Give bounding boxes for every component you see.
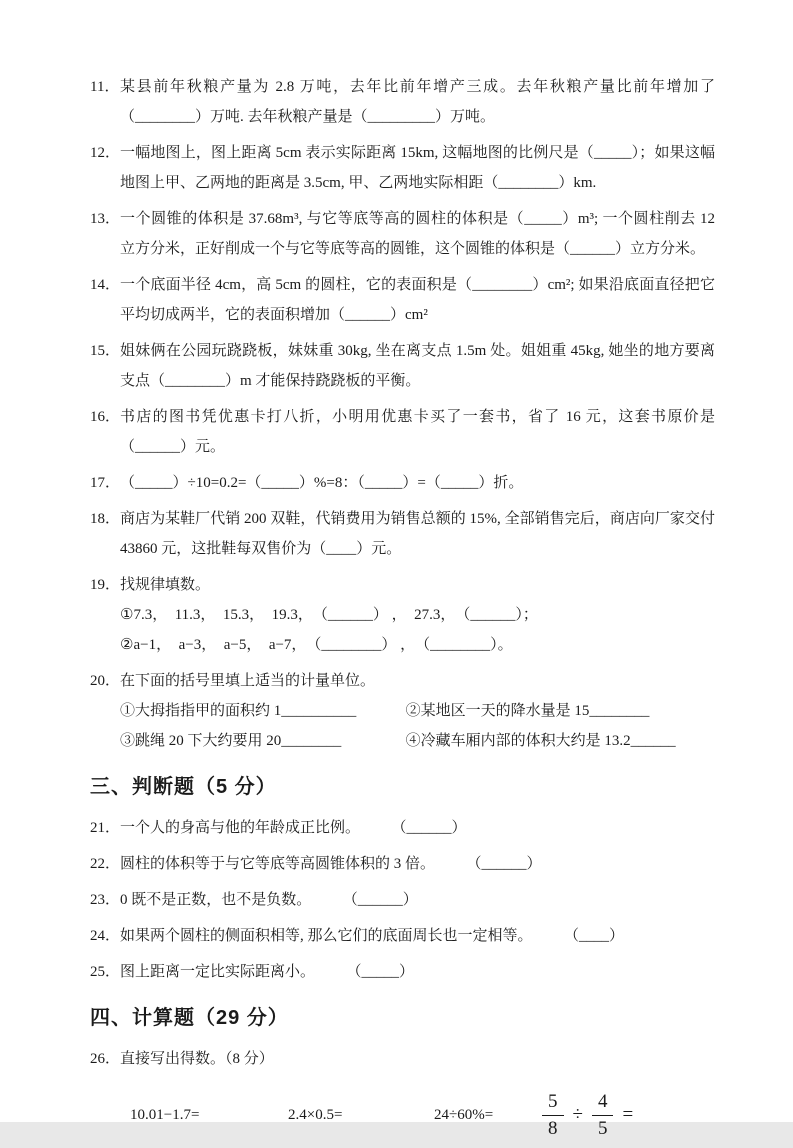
question-text: 一幅地图上，图上距离 5cm 表示实际距离 15km, 这幅地图的比例尺是（_____）；如果这幅地图上甲、乙两地的距离是 3.5cm, 甲、乙两地实际相距（________）km. xyxy=(120,145,715,191)
fraction-1-numerator: 5 xyxy=(542,1091,564,1116)
question-17 xyxy=(90,468,715,498)
question-text: 商店为某鞋厂代销 200 双鞋，代销费用为销售总额的 15%, 全部销售完后，商店向厂家交付 43860 元，这批鞋每双售价为（____）元。 xyxy=(120,511,715,557)
question-number: 12． xyxy=(90,145,121,161)
question-18 xyxy=(90,504,715,564)
question-number: 16． xyxy=(90,409,121,425)
question-number: 17． xyxy=(90,475,121,491)
sequence-line-2: ②a−1， a−3， a−5， a−7， （________） ， （________）。 xyxy=(120,637,513,653)
question-text: 圆柱的体积等于与它等底等高圆锥体积的 3 倍。 xyxy=(120,856,436,872)
question-text: 姐妹俩在公园玩跷跷板，妹妹重 30kg, 坐在离支点 1.5m 处。姐姐重 45kg, 她坐的地方要离支点（________）m 才能保持跷跷板的平衡。 xyxy=(120,343,715,389)
answer-blank: （______） xyxy=(399,820,467,836)
question-number: 18． xyxy=(90,511,121,527)
fraction-2-numerator: 4 xyxy=(592,1091,614,1116)
question-text: 一个圆锥的体积是 37.68m³, 与它等底等高的圆柱的体积是（_____）m³; 一个圆柱削去 12 立方分米，正好削成一个与它等底等高的圆锥，这个圆锥的体积是（______）立方分米。 xyxy=(120,211,715,257)
answer-blank: （______） xyxy=(350,892,418,908)
fraction-2 xyxy=(592,1091,614,1140)
question-text: 找规律填数。 xyxy=(120,577,211,593)
question-16 xyxy=(90,402,715,462)
question-number: 20． xyxy=(90,673,121,689)
unit-row-2 xyxy=(120,726,715,756)
fraction-1-denominator: 8 xyxy=(548,1117,558,1139)
question-23 xyxy=(90,885,715,915)
question-26 xyxy=(90,1044,715,1148)
question-text: 一个底面半径 4cm，高 5cm 的圆柱，它的表面积是（________）cm²; 如果沿底面直径把它平均切成两半，它的表面积增加（______）cm² xyxy=(120,277,715,323)
equals-sign: = xyxy=(622,1104,634,1125)
unit-item-3: ③跳绳 20 下大约要用 20________ xyxy=(120,733,342,749)
question-15 xyxy=(90,336,715,396)
question-text: 书店的图书凭优惠卡打八折，小明用优惠卡买了一套书，省了 16 元，这套书原价是（______）元。 xyxy=(120,409,715,455)
question-text: 一个人的身高与他的年龄成正比例。 xyxy=(120,820,361,836)
fraction-1 xyxy=(542,1091,564,1140)
question-number: 11． xyxy=(90,79,120,95)
answer-blank: （____） xyxy=(571,928,625,944)
question-number: 13． xyxy=(90,211,121,227)
division-operator: ÷ xyxy=(572,1104,583,1125)
question-number: 15． xyxy=(90,343,121,359)
question-21 xyxy=(90,813,715,843)
unit-item-2: ②某地区一天的降水量是 15________ xyxy=(405,703,650,719)
question-number: 26． xyxy=(90,1051,121,1067)
question-number: 24． xyxy=(90,928,121,944)
question-text: 在下面的括号里填上适当的计量单位。 xyxy=(120,673,376,689)
fraction-2-denominator: 5 xyxy=(597,1117,608,1139)
question-text: 图上距离一定比实际距离小。 xyxy=(120,964,316,980)
question-19 xyxy=(90,570,715,660)
expression-4-fraction xyxy=(542,1091,633,1140)
unit-row-1 xyxy=(120,696,715,726)
question-13 xyxy=(90,204,715,264)
unit-item-1: ①大拇指指甲的面积约 1__________ xyxy=(120,703,357,719)
answer-blank: （______） xyxy=(474,856,542,872)
question-number: 14． xyxy=(90,277,121,293)
expression-1: 10.01−1.7= xyxy=(130,1107,200,1123)
expression-2: 2.4×0.5= xyxy=(288,1107,343,1123)
question-number: 23． xyxy=(90,892,121,908)
expression-3: 24÷60%= xyxy=(434,1107,494,1123)
question-text: 0 既不是正数，也不是负数。 xyxy=(120,892,312,908)
question-24 xyxy=(90,921,715,951)
question-12 xyxy=(90,138,715,198)
question-text: 如果两个圆柱的侧面积相等, 那么它们的底面周长也一定相等。 xyxy=(120,928,533,944)
question-11 xyxy=(90,72,715,132)
question-22 xyxy=(90,849,715,879)
question-number: 21． xyxy=(90,820,121,836)
section-heading-calc: 四、计算题（29 分） xyxy=(90,1007,289,1029)
answer-blank: （_____） xyxy=(354,964,415,980)
question-number: 22． xyxy=(90,856,121,872)
question-20 xyxy=(90,666,715,756)
question-text: 直接写出得数。（8 分） xyxy=(120,1051,274,1067)
question-text: 某县前年秋粮产量为 2.8 万吨，去年比前年增产三成。去年秋粮产量比前年增加了（________）万吨. 去年秋粮产量是（_________）万吨。 xyxy=(120,79,715,125)
sequence-line-1: ①7.3， 11.3， 15.3， 19.3， （______） ， 27.3， （______）； xyxy=(120,607,538,623)
question-number: 25． xyxy=(90,964,121,980)
section-heading-judge: 三、判断题（5 分） xyxy=(90,776,277,798)
unit-item-4: ④冷藏车厢内部的体积大约是 13.2______ xyxy=(405,733,676,749)
question-14 xyxy=(90,270,715,330)
question-number: 19． xyxy=(90,577,121,593)
question-text: （_____）÷10=0.2=（_____）%=8：（_____）=（_____）折。 xyxy=(120,475,524,491)
question-25 xyxy=(90,957,715,987)
expression-row xyxy=(130,1082,715,1148)
